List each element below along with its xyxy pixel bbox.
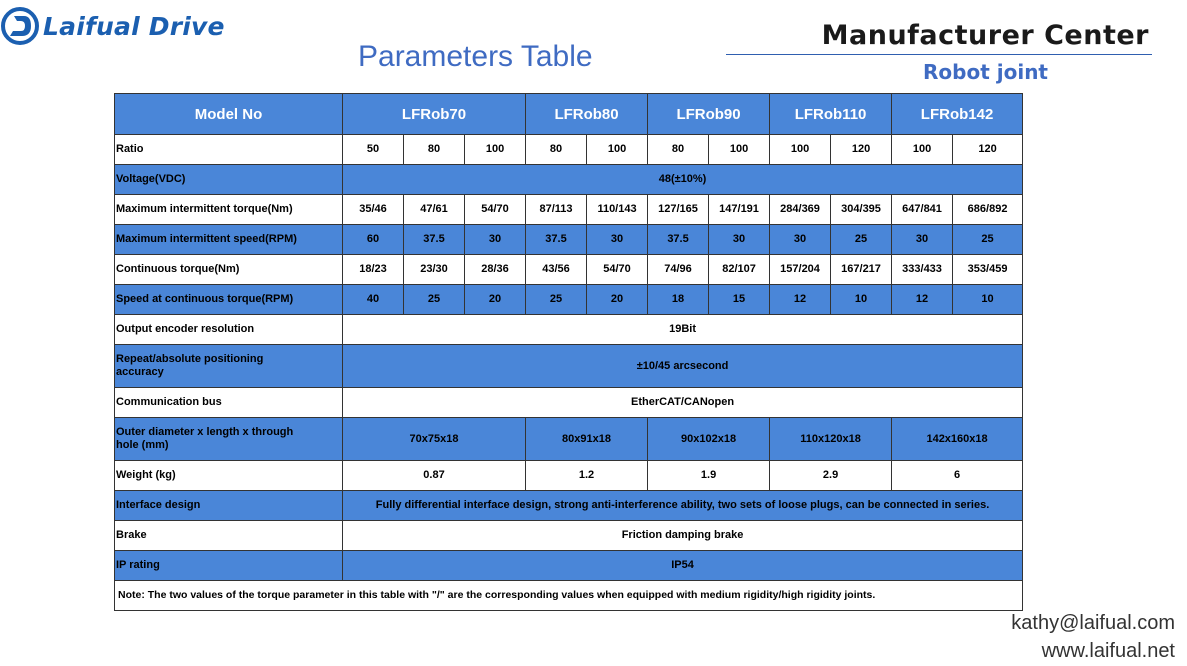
table-cell: 1.9 [648, 461, 770, 491]
row-label: Maximum intermittent speed(RPM) [115, 225, 343, 255]
table-cell: 18/23 [343, 255, 404, 285]
table-cell: 6 [892, 461, 1023, 491]
table-cell: 19Bit [343, 315, 1023, 345]
table-cell: ±10/45 arcsecond [343, 345, 1023, 388]
row-label: Communication bus [115, 388, 343, 418]
table-cell: 20 [465, 285, 526, 315]
table-cell: 25 [526, 285, 587, 315]
table-cell: 10 [953, 285, 1023, 315]
table-cell: 25 [404, 285, 465, 315]
table-row-note [115, 581, 1023, 611]
laifual-logo-icon [0, 6, 40, 46]
table-cell: 110x120x18 [770, 418, 892, 461]
section-subtitle: Robot joint [923, 60, 1048, 84]
table-cell: 40 [343, 285, 404, 315]
table-row-ratio [115, 135, 1023, 165]
table-cell: 1.2 [526, 461, 648, 491]
table-row-accuracy [115, 345, 1023, 388]
row-label: Interface design [115, 491, 343, 521]
row-label: Speed at continuous torque(RPM) [115, 285, 343, 315]
table-cell: 35/46 [343, 195, 404, 225]
row-label: Repeat/absolute positioning accuracy [115, 345, 343, 388]
table-cell: 54/70 [587, 255, 648, 285]
parameters-table [114, 93, 1023, 611]
table-cell: 167/217 [831, 255, 892, 285]
table-row-max-speed [115, 225, 1023, 255]
table-cell: 54/70 [465, 195, 526, 225]
table-cell: 25 [831, 225, 892, 255]
table-cell: 43/56 [526, 255, 587, 285]
brand-name: Laifual Drive [43, 11, 225, 41]
table-cell: 50 [343, 135, 404, 165]
table-cell: 47/61 [404, 195, 465, 225]
table-cell: 100 [465, 135, 526, 165]
manufacturer-heading: Manufacturer Center [821, 20, 1149, 51]
table-cell: 0.87 [343, 461, 526, 491]
table-cell: IP54 [343, 551, 1023, 581]
table-cell: 686/892 [953, 195, 1023, 225]
table-row-weight [115, 461, 1023, 491]
table-cell: 30 [587, 225, 648, 255]
table-cell: 82/107 [709, 255, 770, 285]
table-row-brake [115, 521, 1023, 551]
table-cell: EtherCAT/CANopen [343, 388, 1023, 418]
table-row-cont-speed [115, 285, 1023, 315]
table-cell: 74/96 [648, 255, 709, 285]
table-cell: Friction damping brake [343, 521, 1023, 551]
header-divider [726, 54, 1152, 55]
table-cell: 37.5 [526, 225, 587, 255]
table-cell: 110/143 [587, 195, 648, 225]
table-cell: 87/113 [526, 195, 587, 225]
table-cell: 304/395 [831, 195, 892, 225]
table-cell: 147/191 [709, 195, 770, 225]
table-cell: 80 [404, 135, 465, 165]
table-cell: 30 [465, 225, 526, 255]
table-cell: 37.5 [648, 225, 709, 255]
table-cell: 127/165 [648, 195, 709, 225]
table-row-max-torque [115, 195, 1023, 225]
table-cell: 70x75x18 [343, 418, 526, 461]
table-cell: 80x91x18 [526, 418, 648, 461]
table-row-dimensions [115, 418, 1023, 461]
table-cell: 23/30 [404, 255, 465, 285]
table-header-row [115, 94, 1023, 135]
table-cell: 80 [526, 135, 587, 165]
row-label: Ratio [115, 135, 343, 165]
table-row-interface [115, 491, 1023, 521]
table-row-ip [115, 551, 1023, 581]
model-header-lfrob142: LFRob142 [892, 94, 1023, 135]
table-cell: 100 [709, 135, 770, 165]
row-label: Voltage(VDC) [115, 165, 343, 195]
row-label: Weight (kg) [115, 461, 343, 491]
table-cell: 353/459 [953, 255, 1023, 285]
model-no-header: Model No [115, 94, 343, 135]
table-cell: 284/369 [770, 195, 831, 225]
table-row-bus [115, 388, 1023, 418]
model-header-lfrob110: LFRob110 [770, 94, 892, 135]
table-cell: 100 [892, 135, 953, 165]
table-cell: 12 [892, 285, 953, 315]
table-cell: 142x160x18 [892, 418, 1023, 461]
table-cell: 25 [953, 225, 1023, 255]
contact-website: www.laifual.net [1041, 640, 1175, 662]
table-cell: 48(±10%) [343, 165, 1023, 195]
table-cell: 30 [709, 225, 770, 255]
table-cell: 60 [343, 225, 404, 255]
row-label: Maximum intermittent torque(Nm) [115, 195, 343, 225]
table-cell: 18 [648, 285, 709, 315]
table-cell: 37.5 [404, 225, 465, 255]
table-cell: 80 [648, 135, 709, 165]
row-label: Continuous torque(Nm) [115, 255, 343, 285]
table-cell: 120 [953, 135, 1023, 165]
table-cell: 30 [892, 225, 953, 255]
row-label: IP rating [115, 551, 343, 581]
table-cell: 12 [770, 285, 831, 315]
table-cell: 10 [831, 285, 892, 315]
brand-logo [0, 6, 225, 46]
contact-email: kathy@laifual.com [1011, 612, 1175, 634]
table-note: Note: The two values of the torque parameter in this table with "/" are the corresponding values when equipped with medium rigidity/high rigidity joints. [115, 581, 1023, 611]
table-row-encoder [115, 315, 1023, 345]
table-cell: 30 [770, 225, 831, 255]
table-cell: Fully differential interface design, strong anti-interference ability, two sets of loose plugs, can be connected in series. [343, 491, 1023, 521]
model-header-lfrob70: LFRob70 [343, 94, 526, 135]
row-label: Brake [115, 521, 343, 551]
table-row-voltage [115, 165, 1023, 195]
table-cell: 28/36 [465, 255, 526, 285]
table-cell: 333/433 [892, 255, 953, 285]
table-cell: 90x102x18 [648, 418, 770, 461]
row-label: Output encoder resolution [115, 315, 343, 345]
table-cell: 20 [587, 285, 648, 315]
table-cell: 15 [709, 285, 770, 315]
table-cell: 157/204 [770, 255, 831, 285]
row-label: Outer diameter x length x through hole (mm) [115, 418, 343, 461]
table-row-cont-torque [115, 255, 1023, 285]
table-cell: 2.9 [770, 461, 892, 491]
table-cell: 120 [831, 135, 892, 165]
page-title: Parameters Table [358, 40, 593, 73]
model-header-lfrob90: LFRob90 [648, 94, 770, 135]
model-header-lfrob80: LFRob80 [526, 94, 648, 135]
table-cell: 100 [770, 135, 831, 165]
table-cell: 100 [587, 135, 648, 165]
table-cell: 647/841 [892, 195, 953, 225]
